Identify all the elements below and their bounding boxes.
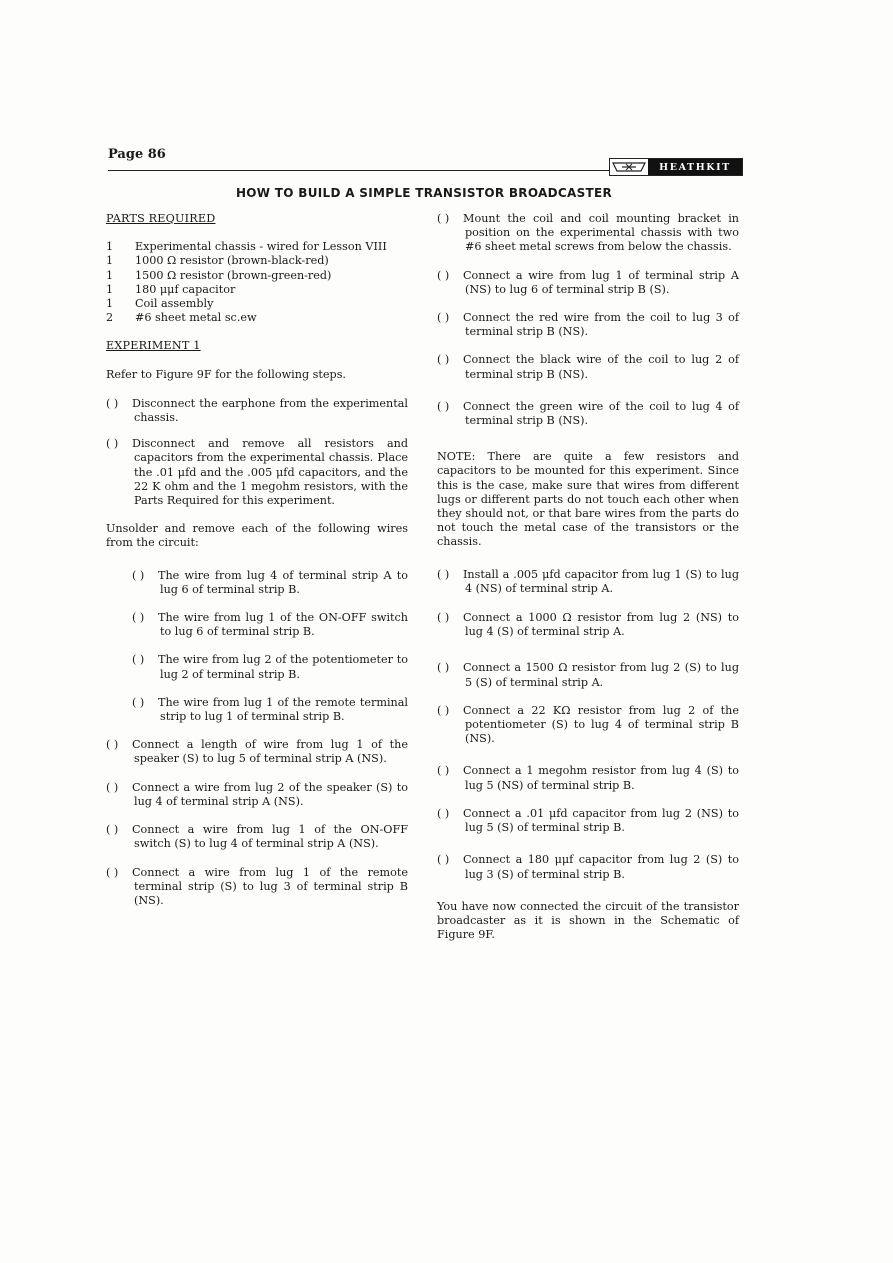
step-checkbox[interactable]: ( )	[437, 567, 450, 581]
step-checkbox[interactable]: ( )	[132, 695, 145, 709]
step-checkbox[interactable]: ( )	[106, 437, 119, 451]
step-checkbox[interactable]: ( )	[106, 780, 119, 794]
left-column	[106, 212, 408, 908]
step-item: ( ) Connect a wire from lug 1 of the ON-OFF switch (S) to lug 4 of terminal strip A (NS).	[106, 823, 408, 851]
unsolder-instruction: Unsolder and remove each of the following wires from the circuit:	[106, 522, 408, 550]
step-item: ( ) Connect a 22 KΩ resistor from lug 2 of the potentiometer (S) to lug 4 of terminal strip B (NS).	[437, 703, 739, 746]
step-checkbox[interactable]: ( )	[132, 611, 145, 625]
wire-step-item: ( ) The wire from lug 2 of the potentiometer to lug 2 of terminal strip B.	[132, 653, 408, 681]
parts-list-item: 1 1000 Ω resistor (brown-black-red)	[106, 254, 329, 268]
step-item: ( ) Disconnect and remove all resistors and capacitors from the experimental chassis. Place the .01 μfd and the .005 μfd capacitors, and the 22 K ohm and the 1 megohm resistors, with the Parts Required for this experiment.	[106, 437, 408, 508]
step-checkbox[interactable]: ( )	[106, 738, 119, 752]
parts-list-item: 1 Experimental chassis - wired for Lesson VIII	[106, 240, 387, 254]
step-item: ( ) Connect a 1000 Ω resistor from lug 2 (NS) to lug 4 (S) of terminal strip A.	[437, 611, 739, 639]
step-checkbox[interactable]: ( )	[437, 806, 450, 820]
experiment-heading: EXPERIMENT 1	[106, 339, 201, 353]
step-checkbox[interactable]: ( )	[437, 268, 450, 282]
parts-list-item: 1 Coil assembly	[106, 297, 214, 311]
step-checkbox[interactable]: ( )	[106, 865, 119, 879]
right-column	[437, 212, 739, 942]
step-item: ( ) Connect the red wire from the coil to lug 3 of terminal strip B (NS).	[437, 311, 739, 339]
logo-emblem-icon	[610, 159, 648, 175]
step-item: ( ) Connect a 1500 Ω resistor from lug 2 (S) to lug 5 (S) of terminal strip A.	[437, 661, 739, 689]
wire-step-item: ( ) The wire from lug 1 of the remote terminal strip to lug 1 of terminal strip B.	[132, 695, 408, 724]
step-item: ( ) Connect a length of wire from lug 1 of the speaker (S) to lug 5 of terminal strip A (NS).	[106, 738, 408, 766]
step-item: ( ) Connect a .01 μfd capacitor from lug 2 (NS) to lug 5 (S) of terminal strip B.	[437, 806, 739, 835]
step-item: ( ) Connect a wire from lug 2 of the speaker (S) to lug 4 of terminal strip A (NS).	[106, 780, 408, 808]
step-item: ( ) Connect the green wire of the coil to lug 4 of terminal strip B (NS).	[437, 399, 739, 428]
parts-heading: PARTS REQUIRED	[106, 212, 216, 225]
step-checkbox[interactable]: ( )	[132, 653, 145, 667]
logo-text: HEATHKIT	[648, 159, 742, 175]
parts-list-item: 1 1500 Ω resistor (brown-green-red)	[106, 268, 332, 282]
wire-step-item: ( ) The wire from lug 4 of terminal strip A to lug 6 of terminal strip B.	[132, 568, 408, 596]
parts-list-item: 1 180 μμf capacitor	[106, 282, 236, 296]
step-checkbox[interactable]: ( )	[437, 703, 450, 717]
step-checkbox[interactable]: ( )	[437, 311, 450, 325]
wire-removal-list	[132, 569, 408, 725]
step-checkbox[interactable]: ( )	[437, 399, 450, 413]
wire-step-item: ( ) The wire from lug 1 of the ON-OFF switch to lug 6 of terminal strip B.	[132, 611, 408, 639]
heathkit-logo	[609, 158, 743, 176]
page-number: Page 86	[108, 147, 166, 162]
step-item: ( ) Connect the black wire of the coil to lug 2 of terminal strip B (NS).	[437, 353, 739, 381]
closing-paragraph: You have now connected the circuit of the transistor broadcaster as it is shown in the Schematic of Figure 9F.	[437, 899, 739, 942]
step-item: ( ) Install a .005 μfd capacitor from lug 1 (S) to lug 4 (NS) of terminal strip A.	[437, 567, 739, 595]
step-item: ( ) Connect a 1 megohm resistor from lug 4 (S) to lug 5 (NS) of terminal strip B.	[437, 764, 739, 792]
step-checkbox[interactable]: ( )	[437, 853, 450, 867]
step-item: ( ) Connect a wire from lug 1 of the remote terminal strip (S) to lug 3 of terminal strip B (NS).	[106, 865, 408, 907]
note-paragraph: NOTE: There are quite a few resistors and capacitors to be mounted for this experiment. Since this is the case, make sure that wires from different lugs or different parts do not touch each other when they should not, or that bare wires from the parts do not touch the metal case of the transistors or the chassis.	[437, 450, 739, 549]
refer-instruction: Refer to Figure 9F for the following steps.	[106, 367, 346, 381]
step-item: ( ) Connect a wire from lug 1 of terminal strip A (NS) to lug 6 of terminal strip B (S).	[437, 268, 739, 296]
step-checkbox[interactable]: ( )	[437, 611, 450, 625]
parts-list	[106, 240, 408, 325]
step-checkbox[interactable]: ( )	[437, 212, 450, 225]
page-title: HOW TO BUILD A SIMPLE TRANSISTOR BROADCASTER	[235, 186, 613, 200]
step-checkbox[interactable]: ( )	[132, 568, 145, 582]
step-item: ( ) Mount the coil and coil mounting bracket in position on the experimental chassis with two #6 sheet metal screws from below the chassis.	[437, 212, 739, 254]
step-checkbox[interactable]: ( )	[106, 823, 119, 837]
step-item: ( ) Connect a 180 μμf capacitor from lug 2 (S) to lug 3 (S) of terminal strip B.	[437, 853, 739, 881]
step-checkbox[interactable]: ( )	[437, 353, 450, 367]
step-checkbox[interactable]: ( )	[106, 396, 119, 410]
parts-list-item: 2 #6 sheet metal sc.ew	[106, 311, 257, 325]
step-checkbox[interactable]: ( )	[437, 764, 450, 778]
step-checkbox[interactable]: ( )	[437, 661, 450, 675]
step-item: ( ) Disconnect the earphone from the experimental chassis.	[106, 396, 408, 425]
